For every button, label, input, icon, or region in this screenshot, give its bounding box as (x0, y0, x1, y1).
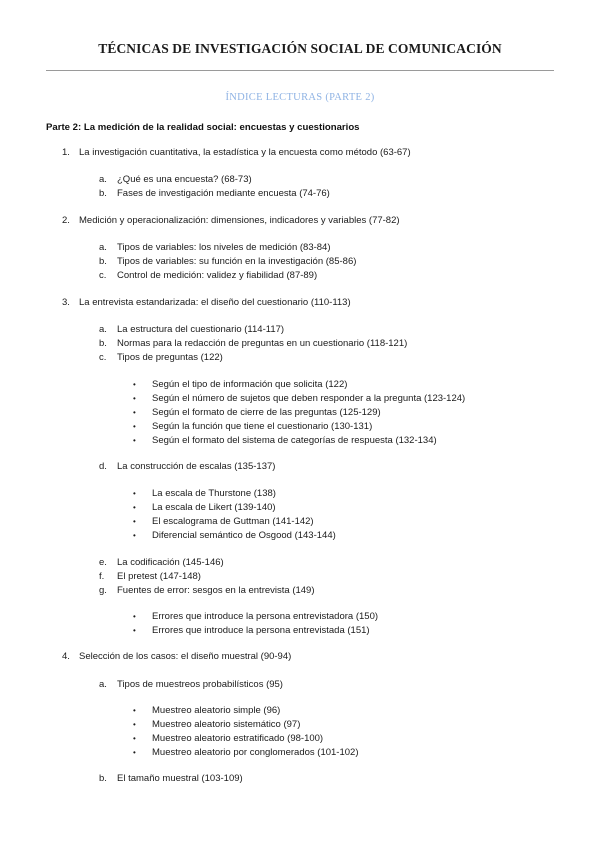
section-number: 4. (62, 651, 70, 662)
part-heading: Parte 2: La medición de la realidad social: encuestas y cuestionarios (46, 122, 360, 133)
header-divider (46, 70, 554, 71)
bullet-icon: • (133, 531, 136, 540)
subsection-title: Control de medición: validez y fiabilidad (87-89) (117, 270, 318, 281)
index-title: ÍNDICE LECTURAS (PARTE 2) (225, 92, 375, 103)
section-title: Selección de los casos: el diseño muestral (90-94) (79, 651, 292, 662)
subsection-title: Tipos de variables: su función en la investigación (85-86) (117, 256, 357, 267)
bullet-icon: • (133, 706, 136, 715)
section-number: 2. (62, 215, 70, 226)
bullet-icon: • (133, 720, 136, 729)
bullet-item: Según el formato de cierre de las preguntas (125-129) (152, 407, 381, 418)
subsection-letter: f. (99, 571, 105, 582)
subsection-letter: a. (99, 324, 107, 335)
bullet-icon: • (133, 517, 136, 526)
bullet-item: El escalograma de Guttman (141-142) (152, 516, 314, 527)
subsection-title: El tamaño muestral (103-109) (117, 773, 243, 784)
bullet-icon: • (133, 734, 136, 743)
subsection-letter: b. (99, 338, 107, 349)
subsection-letter: b. (99, 256, 107, 267)
bullet-icon: • (133, 612, 136, 621)
bullet-icon: • (133, 408, 136, 417)
section-title: La investigación cuantitativa, la estadística y la encuesta como método (63-67) (79, 147, 411, 158)
bullet-icon: • (133, 380, 136, 389)
subsection-letter: a. (99, 174, 107, 185)
subsection-letter: g. (99, 585, 107, 596)
bullet-item: La escala de Thurstone (138) (152, 488, 276, 499)
subsection-title: La codificación (145-146) (117, 557, 224, 568)
bullet-icon: • (133, 422, 136, 431)
subsection-letter: b. (99, 773, 107, 784)
subsection-letter: c. (99, 352, 107, 363)
subsection-title: Tipos de variables: los niveles de medición (83-84) (117, 242, 331, 253)
subsection-letter: d. (99, 461, 107, 472)
subsection-title: Fuentes de error: sesgos en la entrevista (149) (117, 585, 315, 596)
bullet-item: Según el tipo de información que solicita (122) (152, 379, 348, 390)
subsection-title: Normas para la redacción de preguntas en un cuestionario (118-121) (117, 338, 408, 349)
subsection-title: Fases de investigación mediante encuesta (74-76) (117, 188, 330, 199)
bullet-icon: • (133, 503, 136, 512)
subsection-letter: c. (99, 270, 107, 281)
subsection-letter: b. (99, 188, 107, 199)
bullet-item: Muestreo aleatorio sistemático (97) (152, 719, 301, 730)
subsection-title: Tipos de preguntas (122) (117, 352, 223, 363)
bullet-item: Según el número de sujetos que deben responder a la pregunta (123-124) (152, 393, 466, 404)
bullet-item: Errores que introduce la persona entrevistadora (150) (152, 611, 379, 622)
bullet-item: Diferencial semántico de Osgood (143-144) (152, 530, 336, 541)
subsection-title: La estructura del cuestionario (114-117) (117, 324, 285, 335)
bullet-icon: • (133, 436, 136, 445)
section-title: La entrevista estandarizada: el diseño del cuestionario (110-113) (79, 297, 351, 308)
bullet-icon: • (133, 626, 136, 635)
section-number: 1. (62, 147, 70, 158)
subsection-title: La construcción de escalas (135-137) (117, 461, 276, 472)
bullet-icon: • (133, 394, 136, 403)
bullet-item: Muestreo aleatorio estratificado (98-100) (152, 733, 324, 744)
subsection-title: El pretest (147-148) (117, 571, 201, 582)
subsection-letter: e. (99, 557, 107, 568)
bullet-item: Muestreo aleatorio simple (96) (152, 705, 281, 716)
bullet-item: Según el formato del sistema de categorías de respuesta (132-134) (152, 435, 437, 446)
bullet-item: La escala de Likert (139-140) (152, 502, 276, 513)
bullet-icon: • (133, 489, 136, 498)
subsection-letter: a. (99, 242, 107, 253)
bullet-item: Según la función que tiene el cuestionario (130-131) (152, 421, 373, 432)
section-title: Medición y operacionalización: dimensiones, indicadores y variables (77-82) (79, 215, 400, 226)
bullet-icon: • (133, 748, 136, 757)
subsection-title: ¿Qué es una encuesta? (68-73) (117, 174, 252, 185)
page-title: TÉCNICAS DE INVESTIGACIÓN SOCIAL DE COMUNICACIÓN (98, 41, 502, 56)
subsection-letter: a. (99, 679, 107, 690)
subsection-title: Tipos de muestreos probabilísticos (95) (117, 679, 283, 690)
bullet-item: Errores que introduce la persona entrevistada (151) (152, 625, 370, 636)
bullet-item: Muestreo aleatorio por conglomerados (101-102) (152, 747, 359, 758)
section-number: 3. (62, 297, 70, 308)
